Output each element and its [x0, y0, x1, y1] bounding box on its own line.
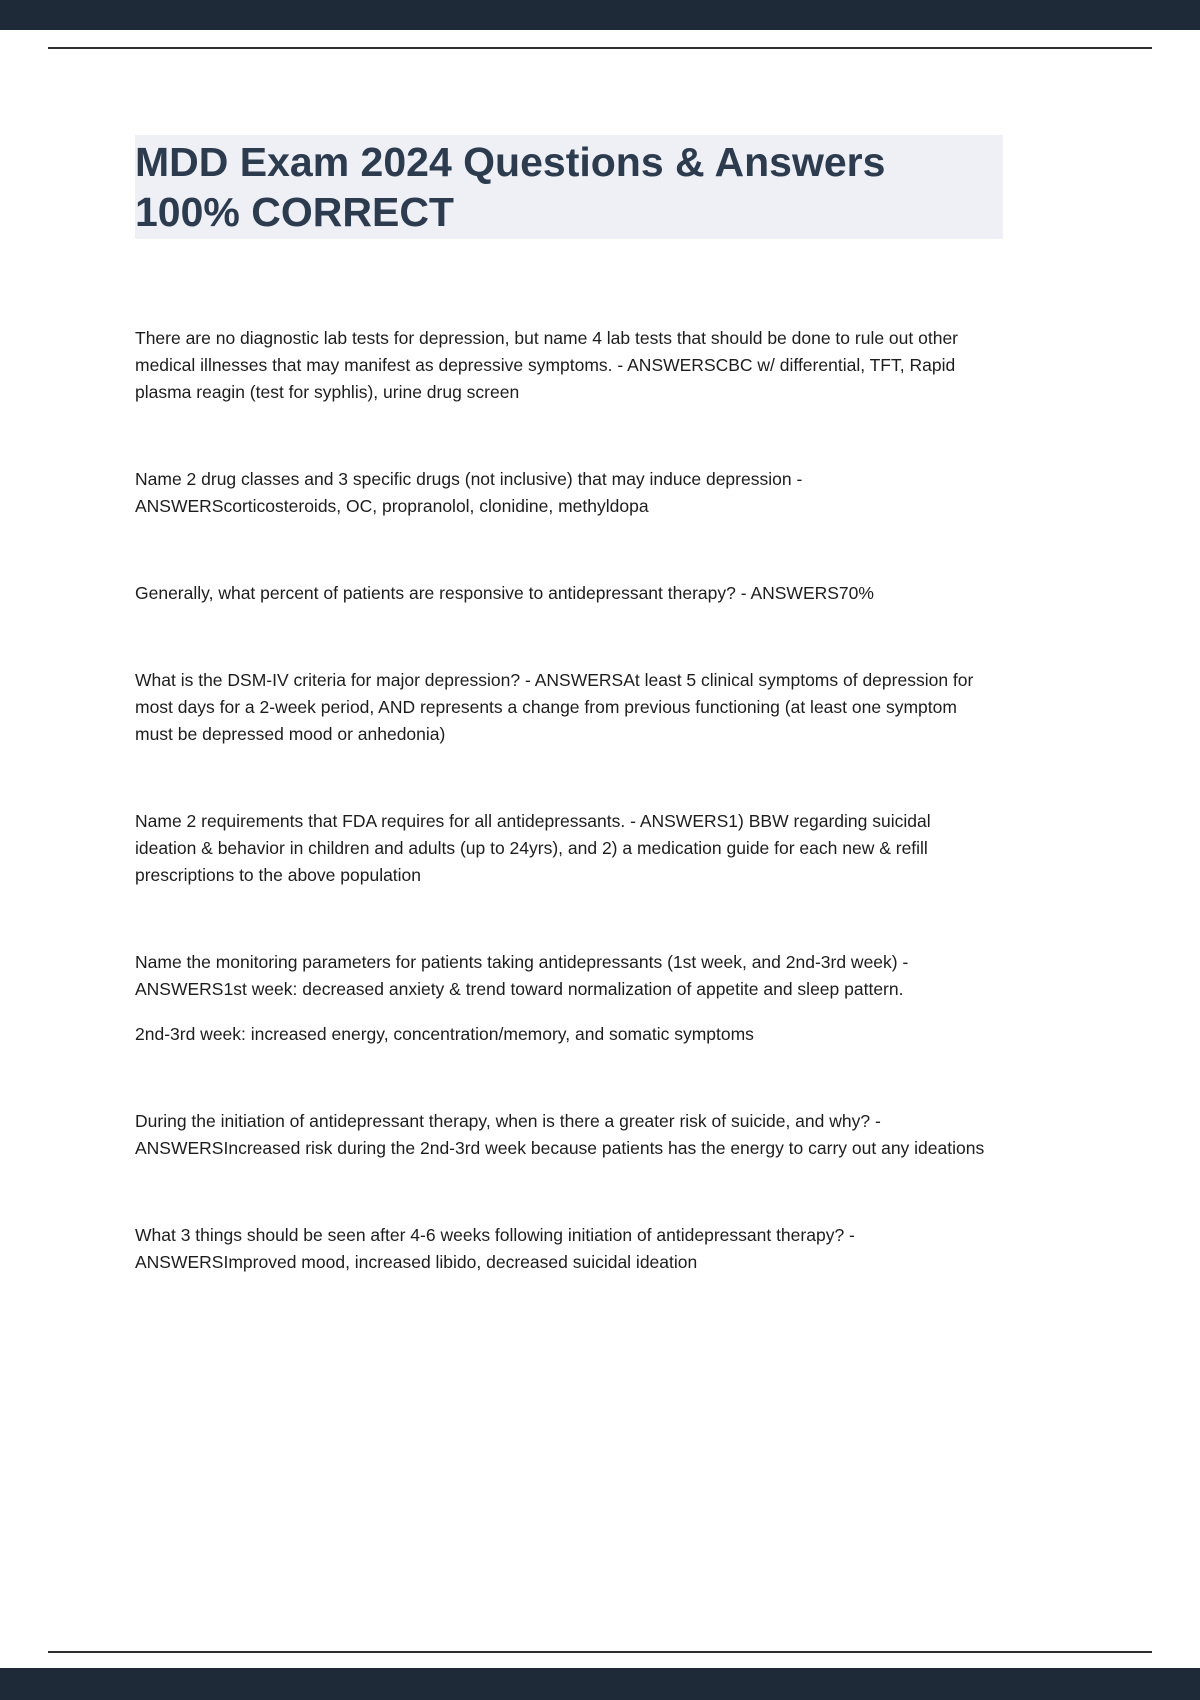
qa-paragraph-5: Name 2 requirements that FDA requires for all antidepressants. - ANSWERS1) BBW regarding suicidal ideation & behavior in children and adults (up to 24yrs), and 2) a medication guide for each new & refill prescriptions to the above population — [135, 811, 931, 886]
qa-paragraph-2: Name 2 drug classes and 3 specific drugs (not inclusive) that may induce depression - ANSWERScorticosteroids, OC, propranolol, clonidine, methyldopa — [135, 469, 803, 517]
title-line-1: MDD Exam 2024 Questions & Answers — [135, 139, 886, 185]
bottom-bar — [0, 1668, 1200, 1700]
qa-paragraph-6-continued: 2nd-3rd week: increased energy, concentration/memory, and somatic symptoms — [135, 1024, 754, 1045]
qa-paragraph-1: There are no diagnostic lab tests for depression, but name 4 lab tests that should be done to rule out other medical illnesses that may manifest as depressive symptoms. - ANSWERSCBC w/ differential, TFT, Rapid plasma reagin (test for syphlis), urine drug screen — [135, 328, 959, 403]
qa-paragraph-7: During the initiation of antidepressant therapy, when is there a greater risk of suicide, and why? - ANSWERSIncreased risk during the 2nd-3rd week because patients has the energy to carry out any ideations — [135, 1111, 985, 1159]
qa-paragraph-6: Name the monitoring parameters for patients taking antidepressants (1st week, and 2nd-3rd week) - ANSWERS1st week: decreased anxiety & trend toward normalization of appetite and sleep pattern. — [135, 952, 909, 1000]
footer-rule — [48, 1651, 1152, 1653]
title-line-2: 100% CORRECT — [135, 189, 454, 236]
header-rule — [48, 47, 1152, 49]
top-bar — [0, 0, 1200, 30]
document-content — [135, 135, 1003, 1336]
qa-paragraph-8: What 3 things should be seen after 4-6 weeks following initiation of antidepressant therapy? - ANSWERSImproved mood, increased libido, decreased suicidal ideation — [135, 1225, 855, 1273]
qa-paragraph-3: Generally, what percent of patients are responsive to antidepressant therapy? - ANSWERS70% — [135, 583, 874, 604]
qa-paragraph-4: What is the DSM-IV criteria for major depression? - ANSWERSAt least 5 clinical symptoms of depression for most days for a 2-week period, AND represents a change from previous functioning (at least one symptom must be depressed mood or anhedonia) — [135, 670, 974, 745]
page-title — [135, 135, 1003, 239]
